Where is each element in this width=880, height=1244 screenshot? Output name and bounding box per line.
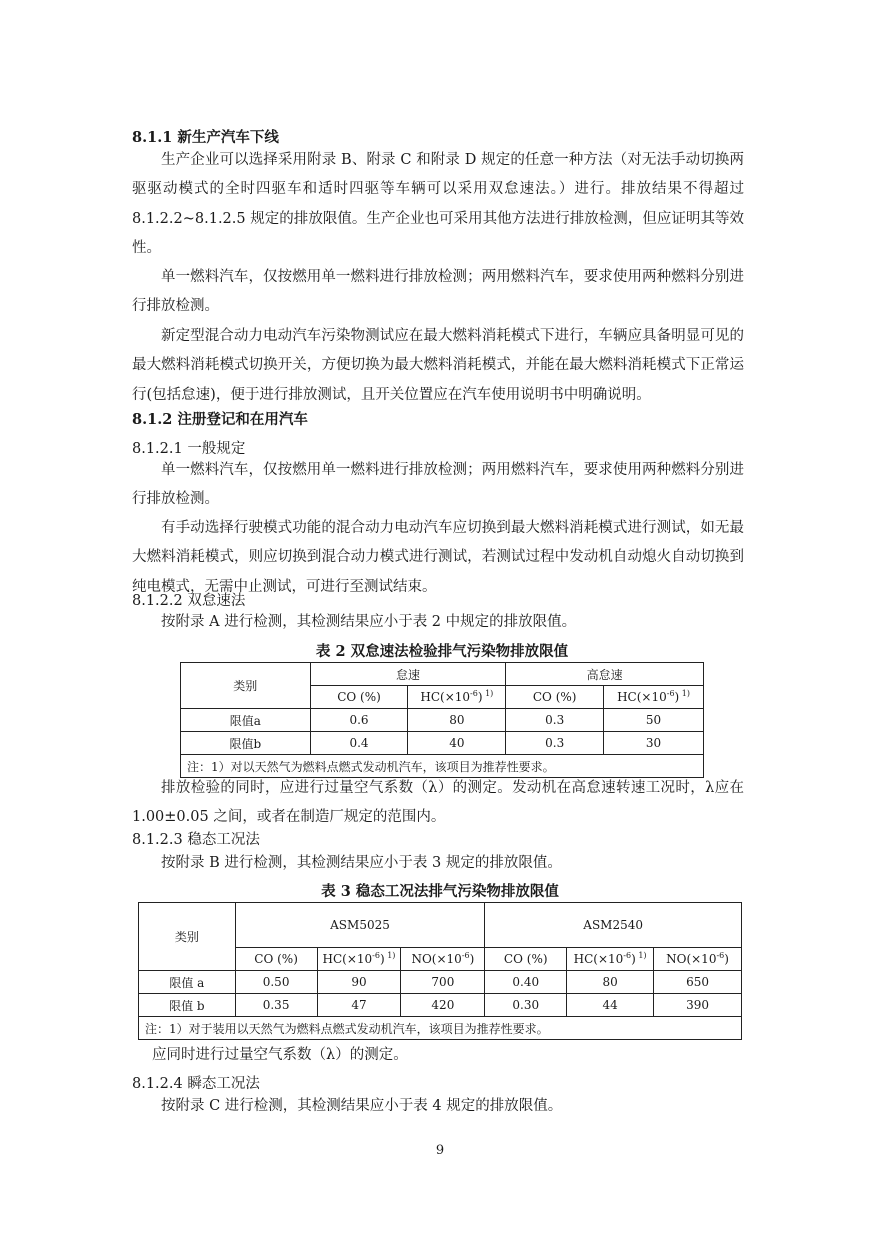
table-header-no: $NO(\times 10^{-6})$ bbox=[401, 948, 485, 971]
table-header-co: CO (%) bbox=[310, 686, 408, 709]
page-number: 9 bbox=[435, 1143, 445, 1158]
table-header-co: CO (%) bbox=[485, 948, 567, 971]
paragraph: 生产企业可以选择采用附录 B、附录 C 和附录 D 规定的任意一种方法（对无法手动切换两驱驱动模式的全时四驱车和适时四驱等车辆可以采用双怠速法。）进行。排放结果不得超过 8.1.2.2~8.1.2.5 规定的排放限值。生产企业也可采用其他方法进行排放检测，但应证明其等效性。 bbox=[132, 152, 744, 256]
paragraph: 按附录 C 进行检测，其检测结果应小于表 4 规定的排放限值。 bbox=[161, 1098, 563, 1114]
paragraph: 单一燃料汽车，仅按燃用单一燃料进行排放检测；两用燃料汽车，要求使用两种燃料分别进行排放检测。 bbox=[132, 269, 744, 315]
table-row: 限值b 0.4 40 0.3 30 bbox=[181, 732, 704, 755]
table-header-group: 高怠速 bbox=[506, 663, 704, 686]
section-heading-8-1-2: 8.1.2 注册登记和在用汽车 bbox=[132, 411, 308, 428]
subsection-heading: 8.1.2.1 一般规定 bbox=[132, 441, 246, 457]
table-note: 注：1）对于装用以天然气为燃料点燃式发动机汽车，该项目为推荐性要求。 bbox=[139, 1017, 742, 1040]
paragraph: 按附录 B 进行检测，其检测结果应小于表 3 规定的排放限值。 bbox=[161, 855, 562, 871]
table-header-co: CO (%) bbox=[235, 948, 317, 971]
table-header-no: $NO(\times 10^{-6})$ bbox=[654, 948, 742, 971]
table-header-hc: $HC(\times 10^{-6})$ $^{1)}$ bbox=[567, 948, 654, 971]
table-2-caption: 表 2 双怠速法检验排气污染物排放限值 bbox=[315, 643, 569, 660]
table-row: 限值 b 0.35 47 420 0.30 44 390 bbox=[139, 994, 742, 1017]
section-heading-8-1-1: 8.1.1 新生产汽车下线 bbox=[132, 129, 279, 146]
paragraph: 应同时进行过量空气系数（λ）的测定。 bbox=[152, 1047, 408, 1063]
paragraph: 有手动选择行驶模式功能的混合动力电动汽车应切换到最大燃料消耗模式进行测试，如无最大燃料消耗模式，则应切换到混合动力模式进行测试，若测试过程中发动机自动熄火自动切换到纯电模式，无需中止测试，可进行至测试结束。 bbox=[132, 520, 744, 595]
table-header-hc: $HC(\times 10^{-6})$ $^{1)}$ bbox=[317, 948, 401, 971]
table-3-caption: 表 3 稳态工况法排气污染物排放限值 bbox=[321, 883, 559, 900]
table-header-group: ASM5025 bbox=[235, 903, 485, 948]
paragraph: 排放检验的同时，应进行过量空气系数（λ）的测定。发动机在高怠速转速工况时，λ应在 1.00±0.05 之间，或者在制造厂规定的范围内。 bbox=[132, 780, 744, 826]
table-header-category: 类别 bbox=[139, 903, 236, 971]
table-3 bbox=[138, 902, 742, 1040]
table-header-co: CO (%) bbox=[506, 686, 604, 709]
table-header-category: 类别 bbox=[181, 663, 311, 709]
paragraph: 单一燃料汽车，仅按燃用单一燃料进行排放检测；两用燃料汽车，要求使用两种燃料分别进行排放检测。 bbox=[132, 462, 744, 508]
subsection-heading: 8.1.2.2 双怠速法 bbox=[132, 593, 246, 609]
subsection-heading: 8.1.2.4 瞬态工况法 bbox=[132, 1076, 260, 1092]
table-row: 限值a 0.6 80 0.3 50 bbox=[181, 709, 704, 732]
paragraph: 按附录 A 进行检测，其检测结果应小于表 2 中规定的排放限值。 bbox=[161, 614, 577, 630]
table-header-group: ASM2540 bbox=[485, 903, 742, 948]
table-row: 限值 a 0.50 90 700 0.40 80 650 bbox=[139, 971, 742, 994]
table-header-hc: $HC(\times 10^{-6})$ $^{1)}$ bbox=[604, 686, 704, 709]
table-header-group: 怠速 bbox=[310, 663, 506, 686]
table-header-hc: $HC(\times 10^{-6})$ $^{1)}$ bbox=[408, 686, 506, 709]
paragraph: 新定型混合动力电动汽车污染物测试应在最大燃料消耗模式下进行，车辆应具备明显可见的最大燃料消耗模式切换开关，方便切换为最大燃料消耗模式，并能在最大燃料消耗模式下正常运行(包括怠速)，便于进行排放测试，且开关位置应在汽车使用说明书中明确说明。 bbox=[132, 328, 744, 403]
subsection-heading: 8.1.2.3 稳态工况法 bbox=[132, 832, 260, 848]
table-2 bbox=[180, 662, 704, 778]
table-note: 注：1）对以天然气为燃料点燃式发动机汽车，该项目为推荐性要求。 bbox=[181, 755, 704, 778]
